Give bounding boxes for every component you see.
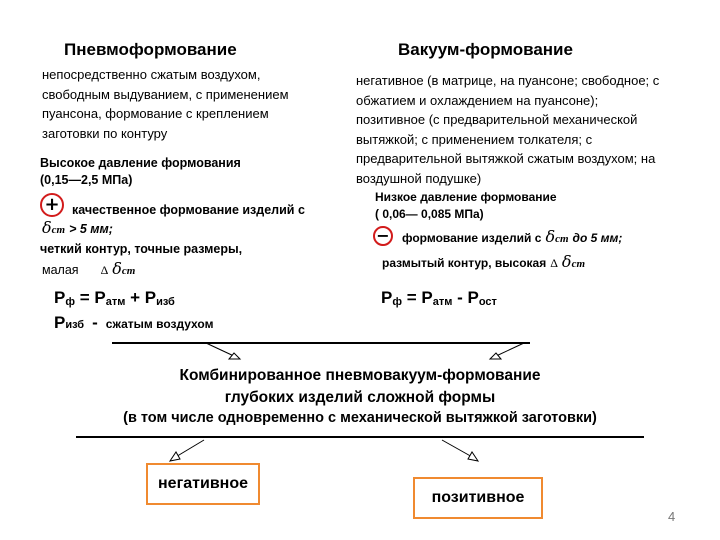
formula-atm: атм: [105, 296, 126, 308]
combined-line-2: глубоких изделий сложной формы: [224, 389, 496, 406]
left-pressure-title: Высокое давление формования: [40, 156, 241, 170]
left-description-line: пуансона, формование с креплением: [42, 106, 269, 121]
combined-title: [0, 365, 720, 409]
right-description-line: обжатием и охлаждением на пуансоне);: [356, 92, 599, 108]
delta-sub: ст: [555, 233, 569, 245]
right-down-arrow-icon: [490, 343, 524, 359]
delta-cap: Δ: [550, 256, 558, 270]
lower-divider: [76, 436, 644, 438]
formula-eq: = P: [406, 288, 433, 307]
delta-symbol: δ: [42, 218, 52, 237]
izb-sub: изб: [65, 319, 85, 331]
left-title: Пневмоформование: [64, 40, 237, 59]
formula-sub: ф: [392, 296, 402, 308]
lower-right-arrow-icon: [442, 440, 478, 461]
right-title: Вакуум-формование: [398, 40, 573, 59]
positive-box: позитивное: [413, 477, 543, 519]
delta-symbol: δ: [112, 259, 122, 278]
formula-ost: ост: [478, 296, 497, 308]
delta-symbol: δ: [545, 227, 556, 246]
contour-line: размытый контур, высокая: [382, 256, 547, 270]
left-description-line: заготовки по контуру: [42, 125, 168, 141]
formula-sub: ф: [65, 296, 75, 308]
condition-text: до 5 мм;: [572, 231, 623, 245]
condition-text: > 5 мм;: [69, 222, 113, 236]
left-description-line: непосредственно сжатым воздухом,: [42, 67, 261, 82]
right-description-line: позитивное (с предварительной механической: [356, 112, 638, 127]
left-advantage-text: качественное формование изделий с: [72, 203, 305, 217]
left-contour-line: четкий контур, точные размеры,: [40, 242, 243, 256]
small-label: малая: [42, 263, 79, 277]
delta-cap: Δ: [100, 263, 109, 277]
left-down-arrow-icon: [206, 343, 240, 359]
left-pressure-range: (0,15—2,5 МПа): [40, 173, 133, 187]
formula-izb: изб: [156, 296, 175, 308]
formula-minus: - P: [457, 288, 479, 307]
izb-text: сжатым воздухом: [105, 317, 214, 331]
right-description-line: негативное (в матрице, на пуансоне; свободное; с: [356, 73, 660, 88]
page-number: 4: [668, 509, 676, 524]
right-description-line: предварительной вытяжкой сжатым воздухом; на: [356, 151, 656, 166]
delta-sub: ст: [51, 224, 66, 236]
delta-symbol: δ: [561, 252, 572, 271]
formula-plus: + P: [130, 288, 157, 307]
disadvantage-text: формование изделий с: [402, 231, 542, 245]
formula-eq: = P: [79, 288, 106, 307]
combined-line-3: (в том числе одновременно с механической вытяжкой заготовки): [123, 410, 597, 426]
formula-atm: атм: [432, 296, 453, 308]
formula-p: P: [54, 288, 66, 307]
izb-p: P: [54, 313, 66, 332]
right-description-line: вытяжкой; с применением толкателя; с: [356, 131, 593, 147]
right-pressure-title: Низкое давление формование: [375, 190, 557, 204]
izb-dash: -: [92, 313, 98, 332]
combined-line-1: Комбинированное пневмовакуум-формование: [179, 367, 541, 384]
negative-box: негативное: [146, 463, 260, 505]
right-pressure-range: ( 0,06— 0,085 МПа): [375, 207, 484, 221]
lower-left-arrow-icon: [170, 440, 204, 461]
minus-sign: −: [376, 226, 390, 245]
delta-sub: ст: [571, 258, 586, 270]
plus-sign: +: [44, 194, 60, 215]
left-description-line: свободным выдуванием, с применением: [42, 86, 289, 102]
right-description-line: воздушной подушке): [356, 170, 482, 186]
formula-p: P: [381, 288, 393, 307]
delta-sub: ст: [121, 265, 136, 277]
